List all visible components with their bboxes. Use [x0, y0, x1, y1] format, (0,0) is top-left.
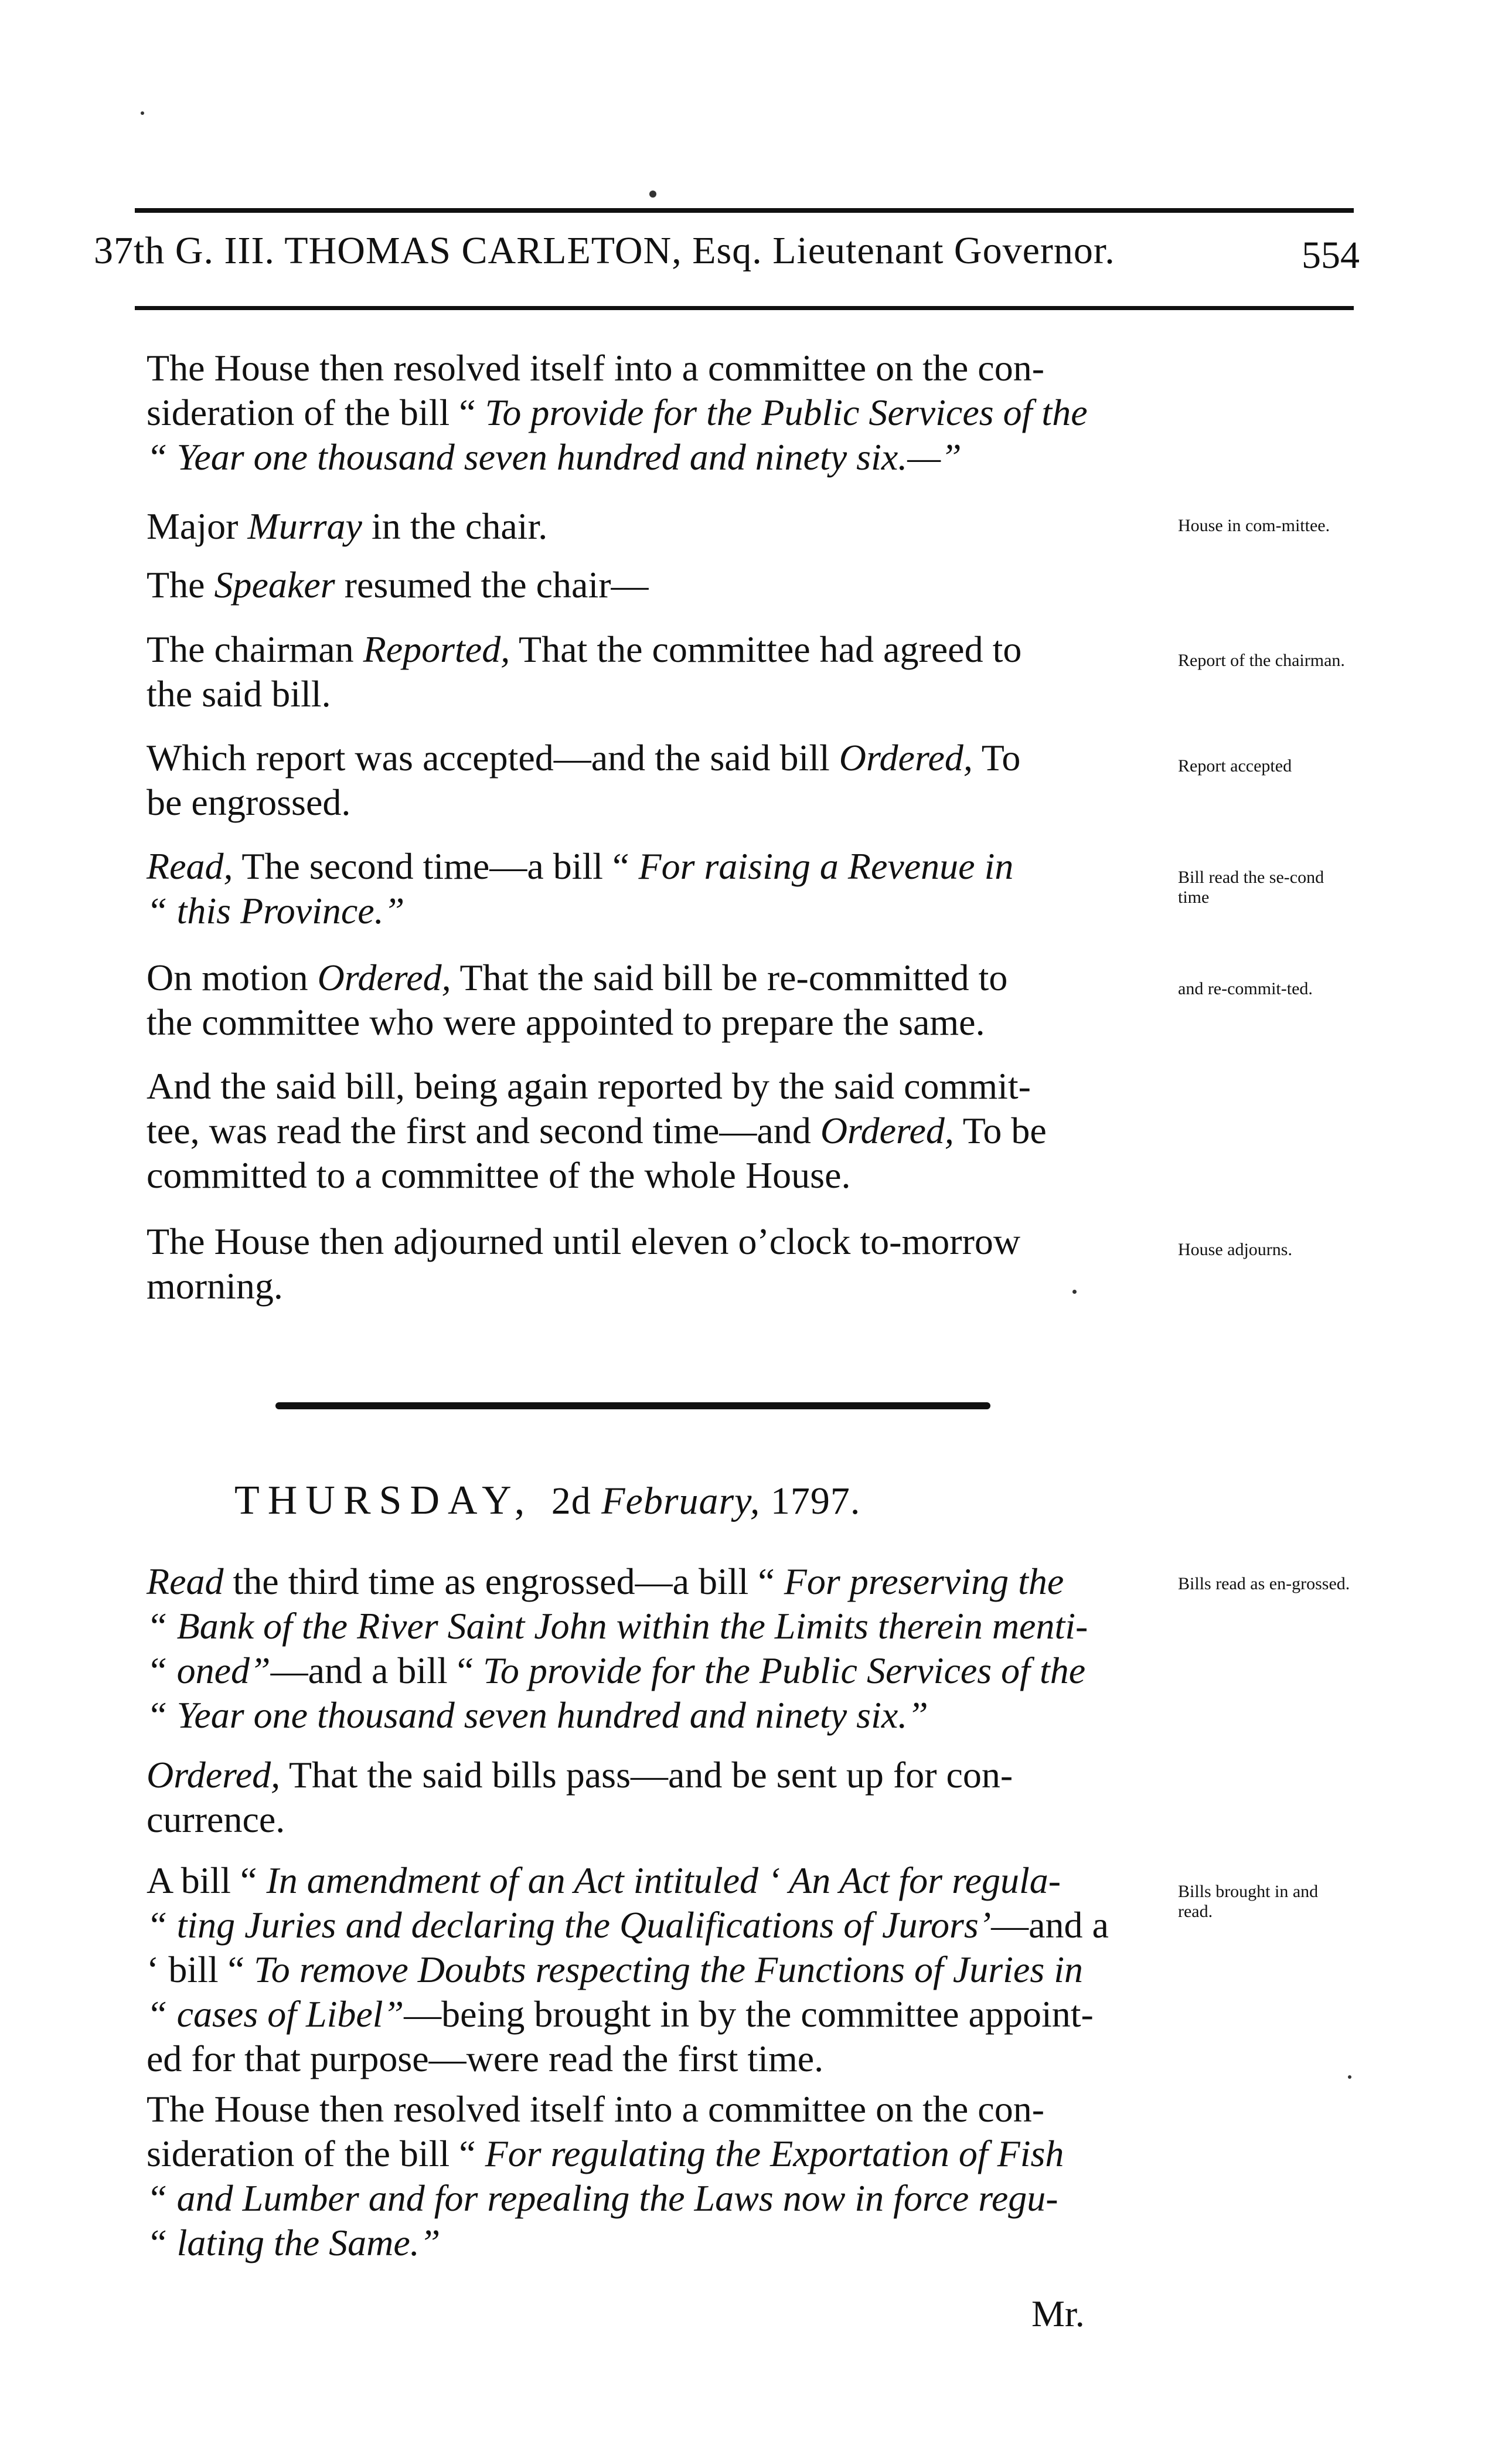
- text-line: The House then adjourned until eleven o’clock to-morrow: [147, 1221, 1021, 1262]
- margin-note-report-of-chairman: Report of the chairman.: [1178, 651, 1345, 670]
- heading-day: THURSDAY,: [234, 1478, 533, 1523]
- catchword: Mr.: [1031, 2293, 1085, 2334]
- text-line: currence.: [147, 1799, 285, 1840]
- text-line: On motion Ordered, That the said bill be re-committed to: [147, 957, 1008, 998]
- day-heading: [234, 1477, 860, 1524]
- text-line: morning.: [147, 1265, 283, 1307]
- paragraph: [147, 844, 1172, 933]
- paragraph: [147, 956, 1172, 1045]
- text-line: Read the third time as engrossed—a bill “ For preserving the: [147, 1561, 1064, 1602]
- text-line: ‘ bill “ To remove Doubts respecting the Functions of Juries in: [147, 1949, 1083, 1990]
- header-top-rule: [135, 208, 1354, 213]
- paragraph: [147, 504, 1172, 549]
- text-line: “ Bank of the River Saint John within the Limits therein menti-: [147, 1605, 1088, 1647]
- text-line: tee, was read the first and second time—and Ordered, To be: [147, 1110, 1047, 1151]
- heading-date: 2d February, 1797.: [551, 1480, 861, 1522]
- margin-note-house-adjourns: House adjourns.: [1178, 1240, 1292, 1259]
- text-line: “ Year one thousand seven hundred and ninety six.—”: [147, 436, 962, 478]
- text-line: “ lating the Same.”: [147, 2222, 441, 2263]
- text-line: sideration of the bill “ For regulating the Exportation of Fish: [147, 2133, 1064, 2174]
- text-line: A bill “ In amendment of an Act intituled ‘ An Act for regula-: [147, 1860, 1061, 1901]
- text-line: ed for that purpose—were read the first time.: [147, 2038, 824, 2079]
- text-line: And the said bill, being again reported by the said commit-: [147, 1065, 1031, 1107]
- text-line: The House then resolved itself into a committee on the con-: [147, 2088, 1044, 2130]
- header-bottom-rule: [135, 306, 1354, 310]
- paragraph: [147, 736, 1172, 825]
- section-separator: [275, 1402, 990, 1409]
- text-line: “ cases of Libel”—being brought in by the committee appoint-: [147, 1993, 1094, 2035]
- margin-note-bills-brought-in: Bills brought in and read.: [1178, 1882, 1319, 1921]
- text-line: “ ting Juries and declaring the Qualifications of Jurors’—and a: [147, 1904, 1109, 1946]
- scan-speck: [141, 111, 144, 115]
- paragraph: [147, 1753, 1172, 1842]
- margin-note-bill-read-second: Bill read the se-cond time: [1178, 868, 1324, 907]
- margin-note-bills-read-engrossed: Bills read as en-grossed.: [1178, 1574, 1350, 1593]
- text-line: “ Year one thousand seven hundred and ninety six.”: [147, 1694, 928, 1736]
- running-head: [94, 229, 1360, 287]
- page-number: 554: [1302, 234, 1360, 277]
- text-line: The Speaker resumed the chair—: [147, 564, 649, 606]
- paragraph: [147, 1219, 1172, 1308]
- margin-note-house-in-committee: House in com-mittee.: [1178, 516, 1330, 535]
- text-line: Major Murray in the chair.: [147, 505, 548, 547]
- scan-speck: [1348, 2075, 1351, 2079]
- margin-note-recommitted: and re-commit-ted.: [1178, 979, 1313, 998]
- text-line: Ordered, That the said bills pass—and be sent up for con-: [147, 1754, 1013, 1796]
- text-line: the committee who were appointed to prepare the same.: [147, 1001, 985, 1043]
- text-line: the said bill.: [147, 673, 331, 715]
- paragraph: [147, 2087, 1172, 2265]
- paragraph: [147, 1559, 1172, 1738]
- paragraph: [147, 1064, 1172, 1198]
- paragraph: [147, 346, 1172, 480]
- text-line: The House then resolved itself into a committee on the con-: [147, 347, 1044, 389]
- text-line: sideration of the bill “ To provide for the Public Services of the: [147, 392, 1088, 433]
- text-line: Which report was accepted—and the said bill Ordered, To: [147, 737, 1021, 779]
- ornament-dot: [649, 191, 656, 198]
- text-line: The chairman Reported, That the committee had agreed to: [147, 628, 1022, 670]
- running-head-title: 37th G. III. THOMAS CARLETON, Esq. Lieutenant Governor.: [94, 229, 1115, 272]
- text-line: committed to a committee of the whole House.: [147, 1154, 851, 1196]
- text-line: “ and Lumber and for repealing the Laws now in force regu-: [147, 2177, 1058, 2219]
- paragraph: [147, 1858, 1172, 2081]
- text-line: “ this Province.”: [147, 890, 405, 932]
- text-line: Read, The second time—a bill “ For raising a Revenue in: [147, 845, 1014, 887]
- text-line: be engrossed.: [147, 781, 351, 823]
- scan-speck: [1072, 1290, 1077, 1294]
- text-line: “ oned”—and a bill “ To provide for the Public Services of the: [147, 1650, 1086, 1691]
- paragraph: [147, 627, 1172, 716]
- paragraph: [147, 563, 1172, 607]
- margin-note-report-accepted: Report accepted: [1178, 756, 1292, 776]
